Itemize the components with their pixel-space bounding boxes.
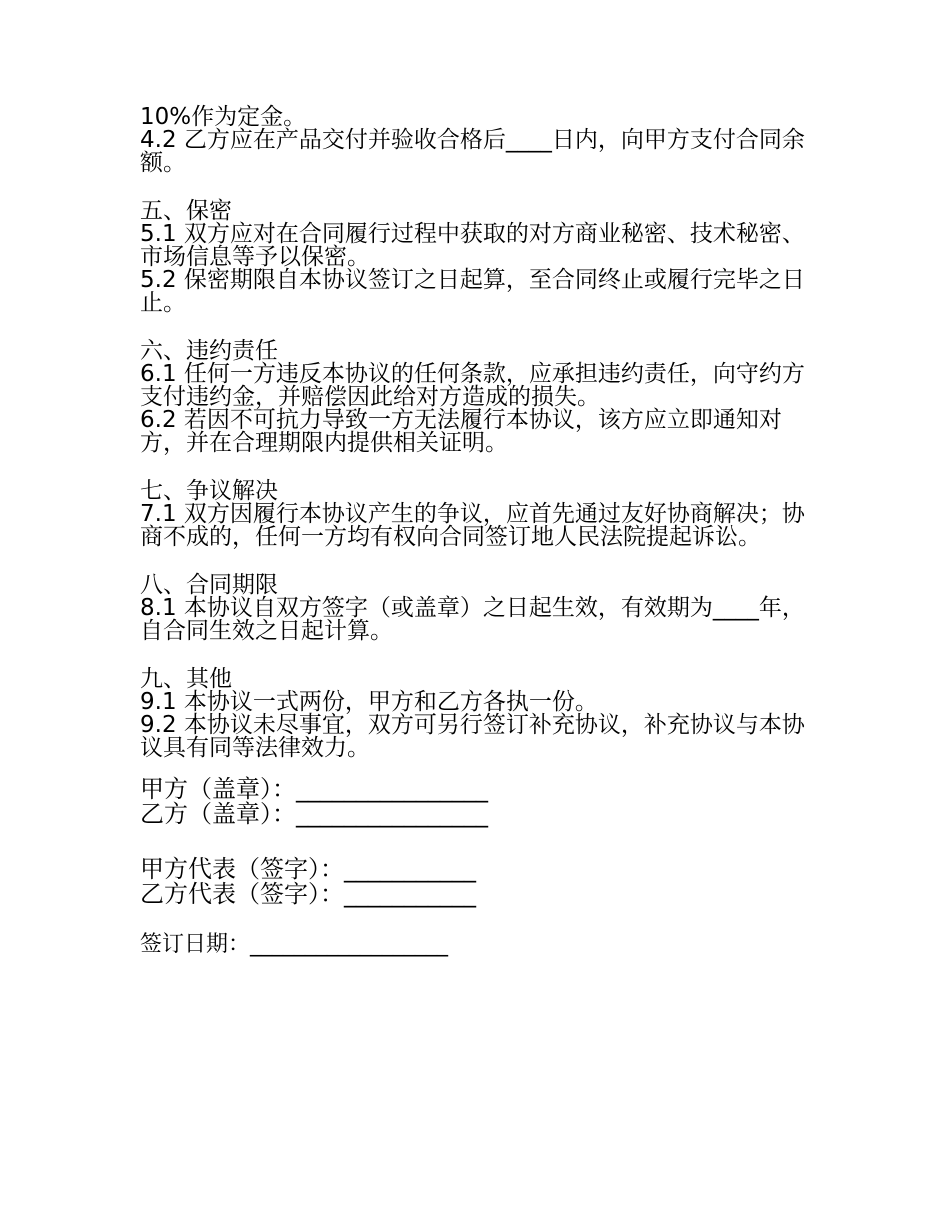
clause-4-1-tail: 10%作为定金。 <box>140 104 307 130</box>
clause-4-2: 4.2 乙方应在产品交付并验收合格后____日内，向甲方支付合同余额。 <box>140 127 805 176</box>
clause-6-2: 6.2 若因不可抗力导致一方无法履行本协议，该方应立即通知对方，并在合理期限内提供相关证明。 <box>140 407 782 456</box>
party-a-rep-line: 甲方代表（签字）：___________ <box>140 855 476 883</box>
document-page <box>140 106 820 959</box>
clause-7-1: 7.1 双方因履行本协议产生的争议，应首先通过友好协商解决；协商不成的，任何一方均有权向合同签订地人民法院提起诉讼。 <box>140 501 805 550</box>
clause-5-2: 5.2 保密期限自本协议签订之日起算，至合同终止或履行完毕之日止。 <box>140 267 805 316</box>
sign-date-line: 签订日期：__________________ <box>140 932 449 957</box>
clause-9-1: 9.1 本协议一式两份，甲方和乙方各执一份。 <box>140 689 598 715</box>
section-7-title: 七、争议解决 <box>140 478 278 504</box>
spacer <box>140 827 820 857</box>
spacer <box>140 175 820 200</box>
clause-9-2: 9.2 本协议未尽事宜，双方可另行签订补充协议，补充协议与本协议具有同等法律效力。 <box>140 712 805 761</box>
spacer <box>140 315 820 340</box>
clause-8-1: 8.1 本协议自双方签字（或盖章）之日起生效，有效期为____年，自合同生效之日起计算。 <box>140 595 805 644</box>
section-5-title: 五、保密 <box>140 198 232 224</box>
clause-5-1: 5.1 双方应对在合同履行过程中获取的对方商业秘密、技术秘密、市场信息等予以保密。 <box>140 221 805 270</box>
section-6-title: 六、违约责任 <box>140 338 278 364</box>
spacer <box>140 907 820 931</box>
section-8-title: 八、合同期限 <box>140 572 278 598</box>
party-a-seal-line: 甲方（盖章）：________________ <box>140 775 488 803</box>
section-9-title: 九、其他 <box>140 666 232 692</box>
spacer <box>140 549 820 574</box>
party-b-seal-line: 乙方（盖章）：________________ <box>140 800 488 828</box>
spacer <box>140 455 820 480</box>
clause-6-1: 6.1 任何一方违反本协议的任何条款，应承担违约责任，向守约方支付违约金，并赔偿因此给对方造成的损失。 <box>140 361 805 410</box>
party-b-rep-line: 乙方代表（签字）：___________ <box>140 880 476 908</box>
spacer <box>140 643 820 668</box>
